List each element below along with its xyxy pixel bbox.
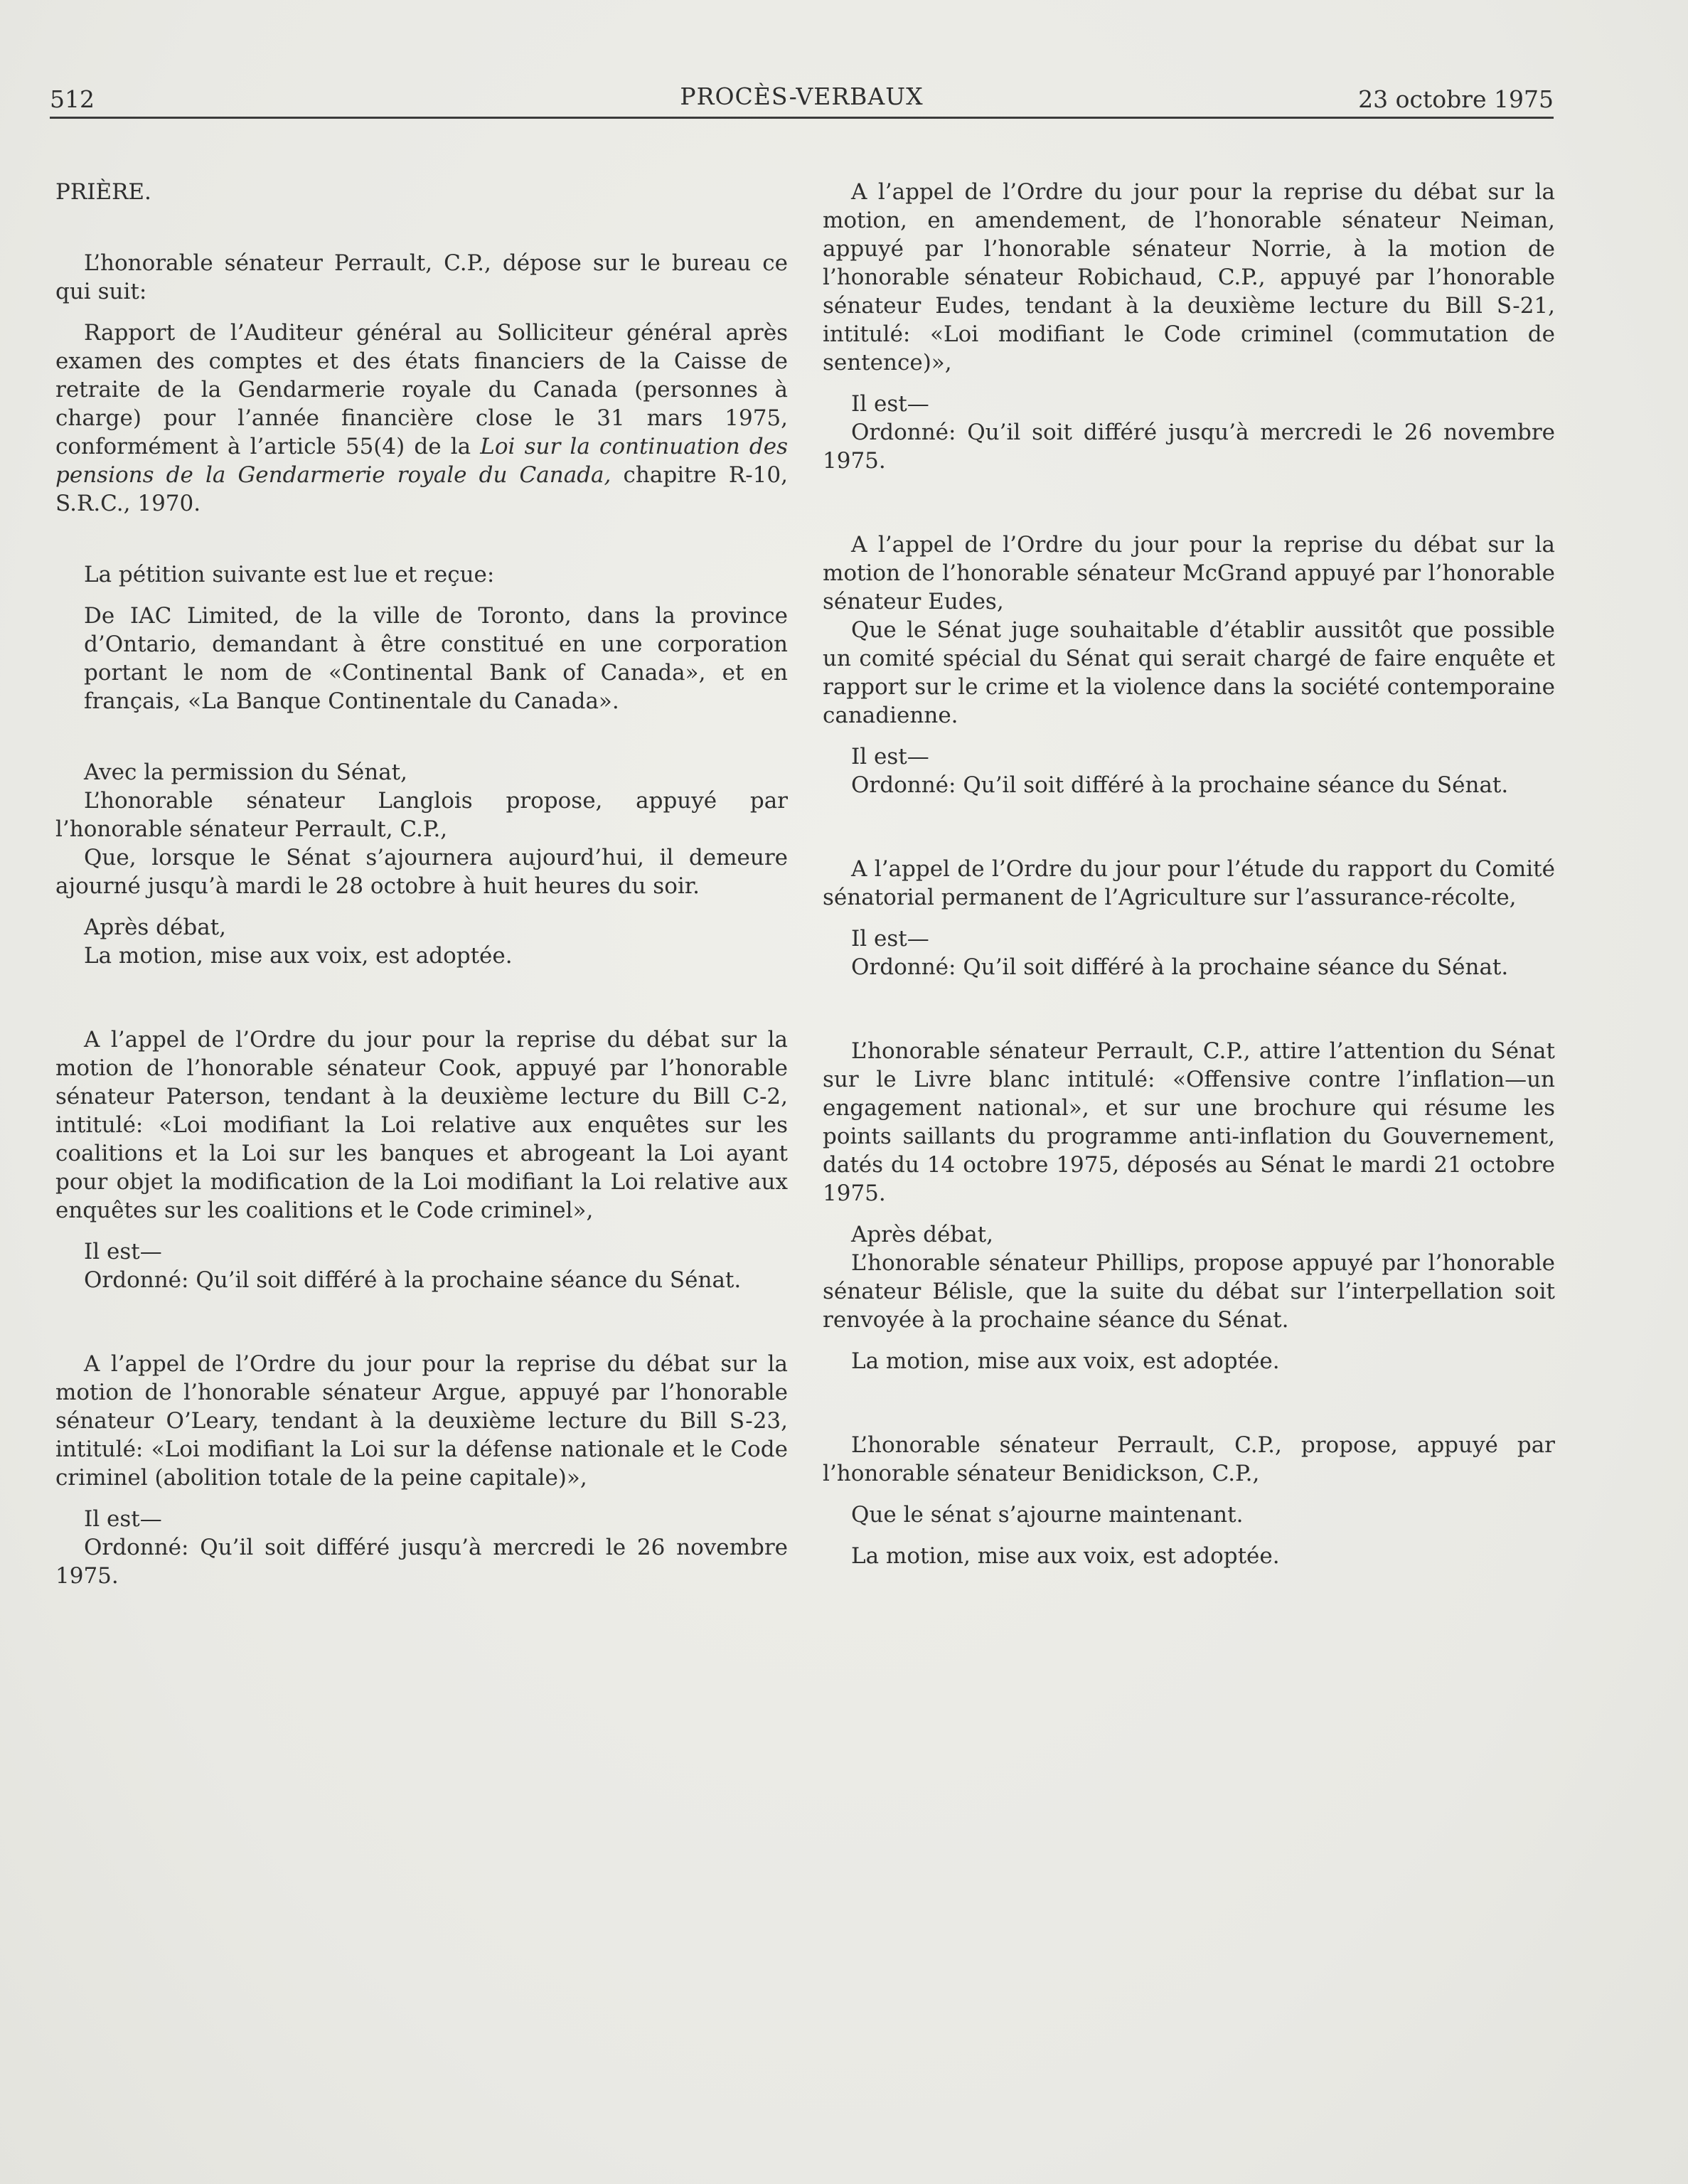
right-column (823, 178, 1555, 1570)
report-text-b: chapitre R-10, S.R.C., 1970. (55, 462, 788, 516)
agriculture-order: Ordonné: Qu’il soit différé à la prochaine séance du Sénat. (851, 954, 1509, 980)
petition-text: De IAC Limited, de la ville de Toronto, dans la province d’Ontario, demandant à être constitué en une corporation portant le nom de «Continental Bank of Canada», et en français, «La Banque Continentale du Canada». (84, 603, 788, 714)
tabled-report (55, 319, 788, 518)
final-que: Que le sénat s’ajourne maintenant. (851, 1502, 1244, 1528)
bill-c2-entry: A l’appel de l’Ordre du jour pour la reprise du débat sur la motion de l’honorable sénateur Cook, appuyé par l’honorable sénateur Paterson, tendant à la deuxième lecture du Bill C-2, intitulé: «Loi modifiant la Loi relative aux enquêtes sur les coalitions et la Loi sur les banques et abrogeant la Loi ayant pour objet la modification de la Loi modifiant la Loi relative aux enquêtes sur les coalitions et le Code criminel», (55, 1027, 788, 1223)
report-text-a: Rapport de l’Auditeur général au Solliciteur général après examen des comptes et des états financiers de la Caisse de retraite de la Gendarmerie royale du Canada (personnes à charge) pour l’année financière close le 31 mars 1975, conformément à l’article 55(4) de la (55, 320, 788, 459)
prayer-heading: PRIÈRE. (55, 179, 151, 205)
running-header (50, 77, 1554, 119)
left-column (55, 178, 788, 1590)
mcgrand-order: Ordonné: Qu’il soit différé à la prochaine séance du Sénat. (851, 772, 1509, 798)
adopted-left: La motion, mise aux voix, est adoptée. (84, 943, 513, 969)
page-number: 512 (50, 85, 95, 113)
mcgrand-que: Que le Sénat juge souhaitable d’établir aussitôt que possible un comité spécial du Sénat qui serait chargé de faire enquête et rapport sur le crime et la violence dans la société contemporaine canadienne. (823, 617, 1555, 728)
bill-s23-order: Ordonné: Qu’il soit différé jusqu’à mercredi le 26 novembre 1975. (55, 1535, 788, 1589)
agriculture-il-est: Il est— (851, 926, 929, 952)
final-adjourn-motion: L’honorable sénateur Perrault, C.P., propose, appuyé par l’honorable sénateur Benidickson, C.P., (823, 1432, 1555, 1486)
mcgrand-entry: A l’appel de l’Ordre du jour pour la reprise du débat sur la motion de l’honorable sénateur McGrand appuyé par l’honorable sénateur Eudes, (823, 532, 1555, 614)
petition-intro: La pétition suivante est lue et reçue: (84, 562, 495, 587)
bill-s21-order: Ordonné: Qu’il soit différé jusqu’à mercredi le 26 novembre 1975. (823, 420, 1555, 474)
header-title: PROCÈS-VERBAUX (680, 82, 924, 110)
inflation-entry: L’honorable sénateur Perrault, C.P., attire l’attention du Sénat sur le Livre blanc intitulé: «Offensive contre l’inflation—un engagement national», et sur une brochure qui résume les points saillants du programme anti-inflation du Gouvernement, datés du 14 octobre 1975, déposés au Sénat le mardi 21 octobre 1975. (823, 1038, 1555, 1206)
header-date: 23 octobre 1975 (1358, 85, 1554, 113)
bill-s21-entry: A l’appel de l’Ordre du jour pour la reprise du débat sur la motion, en amendement, de l’honorable sénateur Neiman, appuyé par l’honorable sénateur Norrie, à la motion de l’honorable sénateur Robichaud, C.P., appuyé par l’honorable sénateur Eudes, tendant à la deuxième lecture du Bill S-21, intitulé: «Loi modifiant le Code criminel (commutation de sentence)», (823, 179, 1555, 375)
bill-c2-order: Ordonné: Qu’il soit différé à la prochaine séance du Sénat. (84, 1267, 742, 1293)
bill-s21-il-est: Il est— (851, 391, 929, 417)
bill-s23-il-est: Il est— (84, 1506, 162, 1532)
report-act-title: Loi sur la continuation des pensions de la Gendarmerie royale du Canada, (55, 434, 789, 488)
bill-c2-il-est: Il est— (84, 1239, 162, 1264)
adopted-final: La motion, mise aux voix, est adoptée. (851, 1543, 1280, 1569)
after-debate-left: Après débat, (84, 915, 226, 940)
bill-s23-entry: A l’appel de l’Ordre du jour pour la reprise du débat sur la motion de l’honorable sénateur Argue, appuyé par l’honorable sénateur O’Leary, tendant à la deuxième lecture du Bill S-23, intitulé: «Loi modifiant la Loi sur la défense nationale et le Code criminel (abolition totale de la peine capitale)», (55, 1351, 788, 1491)
adopted-right: La motion, mise aux voix, est adoptée. (851, 1348, 1280, 1374)
agriculture-entry: A l’appel de l’Ordre du jour pour l’étude du rapport du Comité sénatorial permanent de l’Agriculture sur l’assurance-récolte, (823, 856, 1555, 910)
leave-line: Avec la permission du Sénat, (84, 760, 407, 785)
adjourn-motion: Que, lorsque le Sénat s’ajournera aujourd’hui, il demeure ajourné jusqu’à mardi le 28 octobre à huit heures du soir. (55, 845, 788, 899)
phillips-motion: L’honorable sénateur Phillips, propose appuyé par l’honorable sénateur Bélisle, que la suite du débat sur l’interpellation soit renvoyée à la prochaine séance du Sénat. (823, 1250, 1555, 1333)
after-debate-right: Après débat, (851, 1222, 993, 1247)
tabled-intro: L’honorable sénateur Perrault, C.P., dépose sur le bureau ce qui suit: (55, 250, 788, 304)
mcgrand-il-est: Il est— (851, 744, 929, 769)
langlois-motion: L’honorable sénateur Langlois propose, appuyé par l’honorable sénateur Perrault, C.P., (55, 788, 788, 842)
